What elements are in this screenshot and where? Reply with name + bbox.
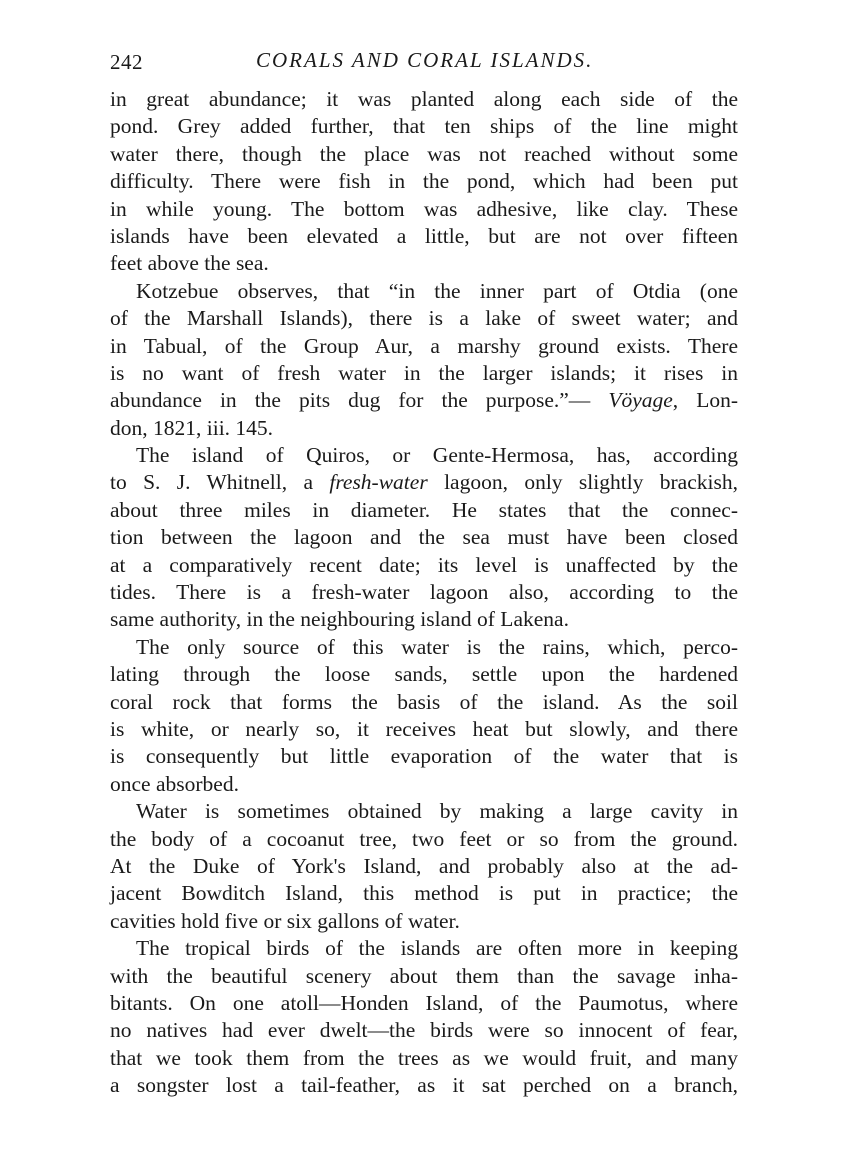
body-text xyxy=(110,86,738,1099)
text-line: is no want of fresh water in the larger islands; it rises in xyxy=(110,360,738,385)
text-line: tides. There is a fresh-water lagoon also, according to the xyxy=(110,580,738,605)
text-line: Water is sometimes obtained by making a large cavity in xyxy=(136,799,738,824)
text-line: is consequently but little evaporation of the water that is xyxy=(110,744,738,769)
text-line: same authority, in the neighbouring island of Lakena. xyxy=(110,607,569,632)
paragraph xyxy=(110,278,738,442)
text-line: At the Duke of York's Island, and probably also at the ad- xyxy=(110,853,738,878)
text-line: difficulty. There were fish in the pond, which had been put xyxy=(110,169,738,194)
paragraph xyxy=(110,798,738,935)
text-line: no natives had ever dwelt—the birds were so innocent of fear, xyxy=(110,1018,738,1043)
paragraph xyxy=(110,634,738,798)
text-line: abundance in the pits dug for the purpose.”— Vöyage, Lon- xyxy=(110,388,738,413)
text-line: jacent Bowditch Island, this method is put in practice; the xyxy=(110,881,738,906)
page-header xyxy=(110,44,738,76)
text-line: of the Marshall Islands), there is a lake of sweet water; and xyxy=(110,306,738,331)
text-line: Kotzebue observes, that “in the inner part of Otdia (one xyxy=(136,278,738,303)
text-line: about three miles in diameter. He states that the connec- xyxy=(110,497,738,522)
text-line: bitants. On one atoll—Honden Island, of the Paumotus, where xyxy=(110,990,738,1015)
text-line: is white, or nearly so, it receives heat but slowly, and there xyxy=(110,716,738,741)
text-line: tion between the lagoon and the sea must have been closed xyxy=(110,525,738,550)
text-line: in great abundance; it was planted along each side of the xyxy=(110,87,738,111)
text-line: the body of a cocoanut tree, two feet or so from the ground. xyxy=(110,826,738,851)
text-line: lating through the loose sands, settle upon the hardened xyxy=(110,662,738,687)
text-line: coral rock that forms the basis of the island. As the soil xyxy=(110,689,738,714)
text-line: The tropical birds of the islands are often more in keeping xyxy=(136,936,738,961)
paragraph xyxy=(110,442,738,634)
text-line: to S. J. Whitnell, a fresh-water lagoon, only slightly brackish, xyxy=(110,470,738,495)
text-line: The island of Quiros, or Gente-Hermosa, has, according xyxy=(136,443,738,468)
text-line: The only source of this water is the rains, which, perco- xyxy=(136,634,738,659)
text-line: that we took them from the trees as we would fruit, and many xyxy=(110,1045,738,1070)
text-line: a songster lost a tail-feather, as it sat perched on a branch, xyxy=(110,1073,738,1098)
page-number: 242 xyxy=(110,50,143,74)
text-line: islands have been elevated a little, but are not over fifteen xyxy=(110,223,738,248)
text-line: pond. Grey added further, that ten ships of the line might xyxy=(110,114,738,139)
running-title: CORALS AND CORAL ISLANDS. xyxy=(256,48,594,72)
text-line: cavities hold five or six gallons of water. xyxy=(110,908,460,933)
text-line: at a comparatively recent date; its level is unaffected by the xyxy=(110,552,738,577)
paragraph xyxy=(110,935,738,1099)
text-line: in while young. The bottom was adhesive, like clay. These xyxy=(110,196,738,221)
paragraph xyxy=(110,86,738,278)
text-line: water there, though the place was not reached without some xyxy=(110,141,738,166)
text-line: once absorbed. xyxy=(110,771,239,796)
text-line: feet above the sea. xyxy=(110,251,269,276)
text-line: in Tabual, of the Group Aur, a marshy ground exists. There xyxy=(110,333,738,358)
text-line: with the beautiful scenery about them than the savage inha- xyxy=(110,963,738,988)
text-line: don, 1821, iii. 145. xyxy=(110,415,274,440)
